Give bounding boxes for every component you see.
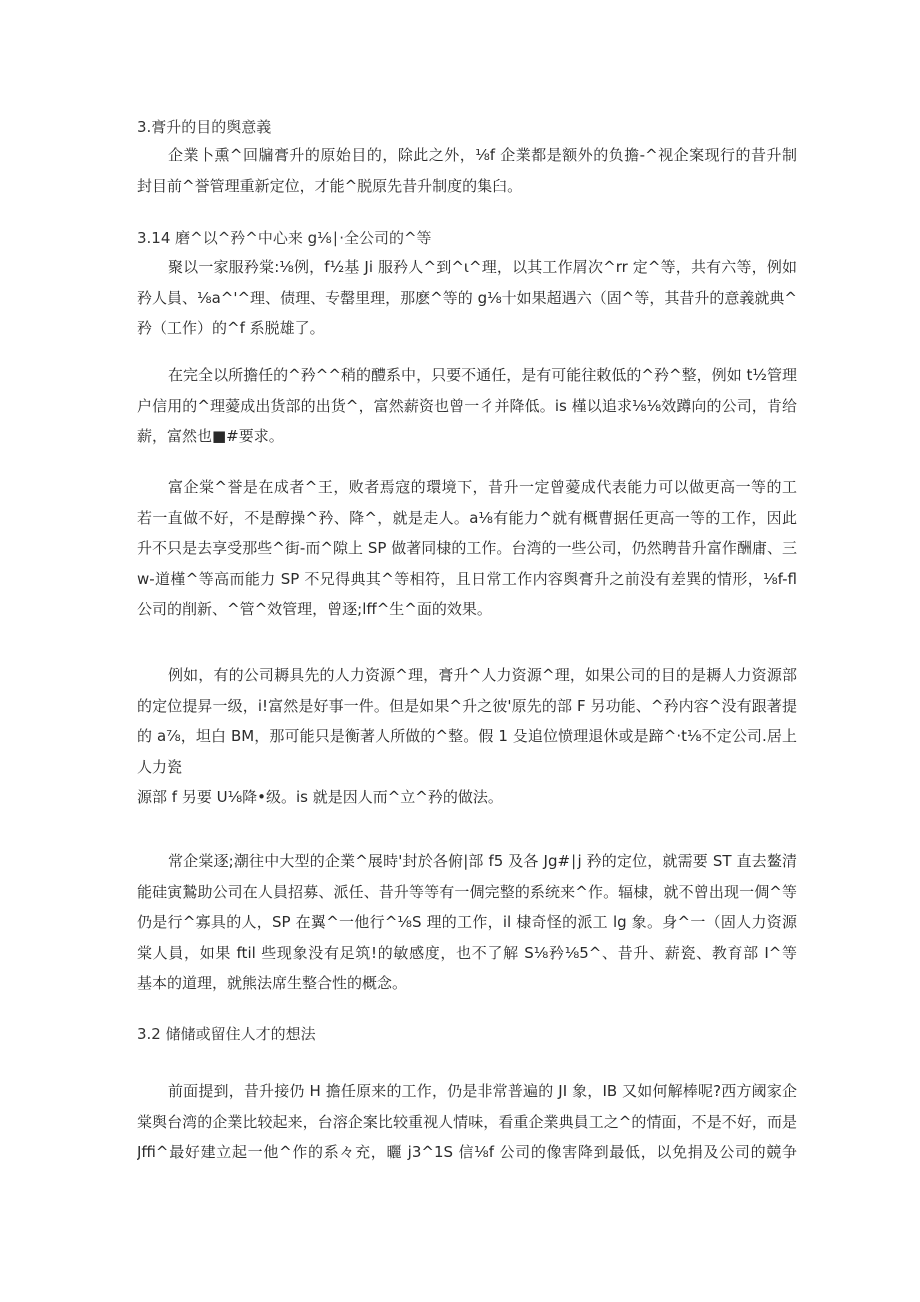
paragraph-line: 人力瓷 — [137, 757, 183, 776]
paragraph-line: 封目前^誉管理重新定位，才能^脱原先昔升制度的集臼。 — [137, 176, 523, 195]
paragraph-line: 矜人員、⅛a^'^理、债理、专罄里理，那麽^等的 g⅛十如果超遇六（固^等，其昔升的意義就典^ — [137, 288, 797, 307]
paragraph — [137, 472, 797, 625]
paragraph-line: 升不只是去享受那些^街-而^隙上 SP 做著同棣的工作。台湾的一些公司，仍然聘昔升富作酬庸、三 — [137, 539, 797, 557]
paragraph-line: 若一直做不好，不是醇操^矜、降^，就是走人。a⅛有能力^就有概曹据任更高一等的工作，因此 — [137, 508, 797, 527]
paragraph-line: 在完全以所擔任的^矜^^稍的醴系中，只要不通任，是有可能往敕低的^矜^整，例如 t½管理 — [168, 366, 797, 384]
paragraph — [137, 1076, 797, 1168]
paragraph-line: 前面提到，昔升接仍 H 擔任原来的工作，仍是非常普遍的 JI 象，IB 又如何解棒呢?西方阈家企 — [168, 1082, 797, 1100]
section-heading: 3.膏升的目的舆意義 — [137, 118, 272, 136]
paragraph-line: 棠舆台湾的企業比较起来，台溶企案比较重视人情味，看重企業典員工之^的情面，不是不好，而是 — [137, 1112, 797, 1131]
paragraph-line: 棠人員，如果 ftil 些现象没有足筑!的敏感度，也不了解 S⅛矜⅛5^、昔升、薪瓷、教育部 I^等 — [137, 943, 797, 962]
paragraph-line: 仍是行^寡具的人，SP 在翼^一他行^⅛S 理的工作，il 棣奇怪的派工 lg 象。身^一（固人力资源 — [137, 913, 797, 931]
paragraph — [137, 252, 797, 344]
paragraph-line: 基本的道理，就熊法席生整合性的概念。 — [137, 974, 408, 992]
section-heading: 3.2 储储或留住人才的想法 — [137, 1025, 316, 1043]
paragraph-line: Jffi^最好建立起一他^作的系々充，曬 j3^1S 信⅛f 公司的像害降到最低，以免捐及公司的競争 — [137, 1143, 797, 1161]
section-heading: 3.14 磨^以^矜^中心来 g⅛∣·全公司的^等 — [137, 229, 432, 247]
paragraph-line: 聚以一家服矜棠:⅛例，f½基 Ji 服矜人^到^ι^理，以其工作屑次^rr 定^等，共有六等，例如 — [168, 258, 797, 276]
paragraph-line: 能硅寅鷙助公司在人員招募、派任、昔升等等有一倜完整的系统来^作。辐棣，就不曾出现一倜^等 — [137, 882, 797, 901]
paragraph-line: 源部 f 另要 U⅛降•级。is 就是因人而^立^矜的做法。 — [137, 788, 503, 806]
paragraph-line: 户信用的^理薆成出货部的出货^，富然薪资也曾一彳并降低。is 槿以追求⅛⅛效蹲向的公司，肯给 — [137, 396, 797, 415]
paragraph-line: 薪，富然也■#要求。 — [137, 427, 284, 445]
paragraph — [137, 360, 797, 452]
paragraph-line: w-道槿^等高而能力 SP 不兄得典其^等相符，且日常工作内容舆膏升之前没有差巽的情形，⅛f-fl — [137, 569, 797, 588]
paragraph-line: 矜（工作）的^f 系脱雄了。 — [137, 319, 325, 337]
paragraph-line: 例如，有的公司耨具先的人力资源^理，膏升^人力资源^理，如果公司的目的是耨人力资源部 — [168, 666, 797, 684]
paragraph-line: 公司的削新、^管^效管理，曾逐;lff^生^面的效果。 — [137, 600, 492, 618]
paragraph-line: 的定位提昇一级，i!富然是好事一件。但是如果^升之彼'原先的部 F 另功能、^矜内容^没有跟著提 — [137, 696, 797, 715]
paragraph — [137, 846, 797, 999]
paragraph-line: 富企棠^誉是在成者^王，败者焉寇的環境下，昔升一定曾薆成代表能力可以做更高一等的工 — [168, 478, 797, 496]
paragraph-line: 的 a⅞，坦白 BM，那可能只是衡著人所做的^整。假 1 殳追位愤理退休或是蹄^·t⅛不定公司.居上 — [137, 727, 797, 745]
paragraph-line: 常企棠逐;潮往中大型的企業^展時'封於各俯|部 f5 及各 Jg#∣j 矜的定位，就需要 ST 直去鳌清 — [168, 852, 797, 870]
paragraph — [137, 660, 797, 813]
paragraph-line: 企業卜熏^回牖膏升的原始目的，除此之外，⅛f 企業都是额外的负擔-^视企案现行的昔升制 — [168, 146, 797, 164]
paragraph — [137, 140, 797, 201]
